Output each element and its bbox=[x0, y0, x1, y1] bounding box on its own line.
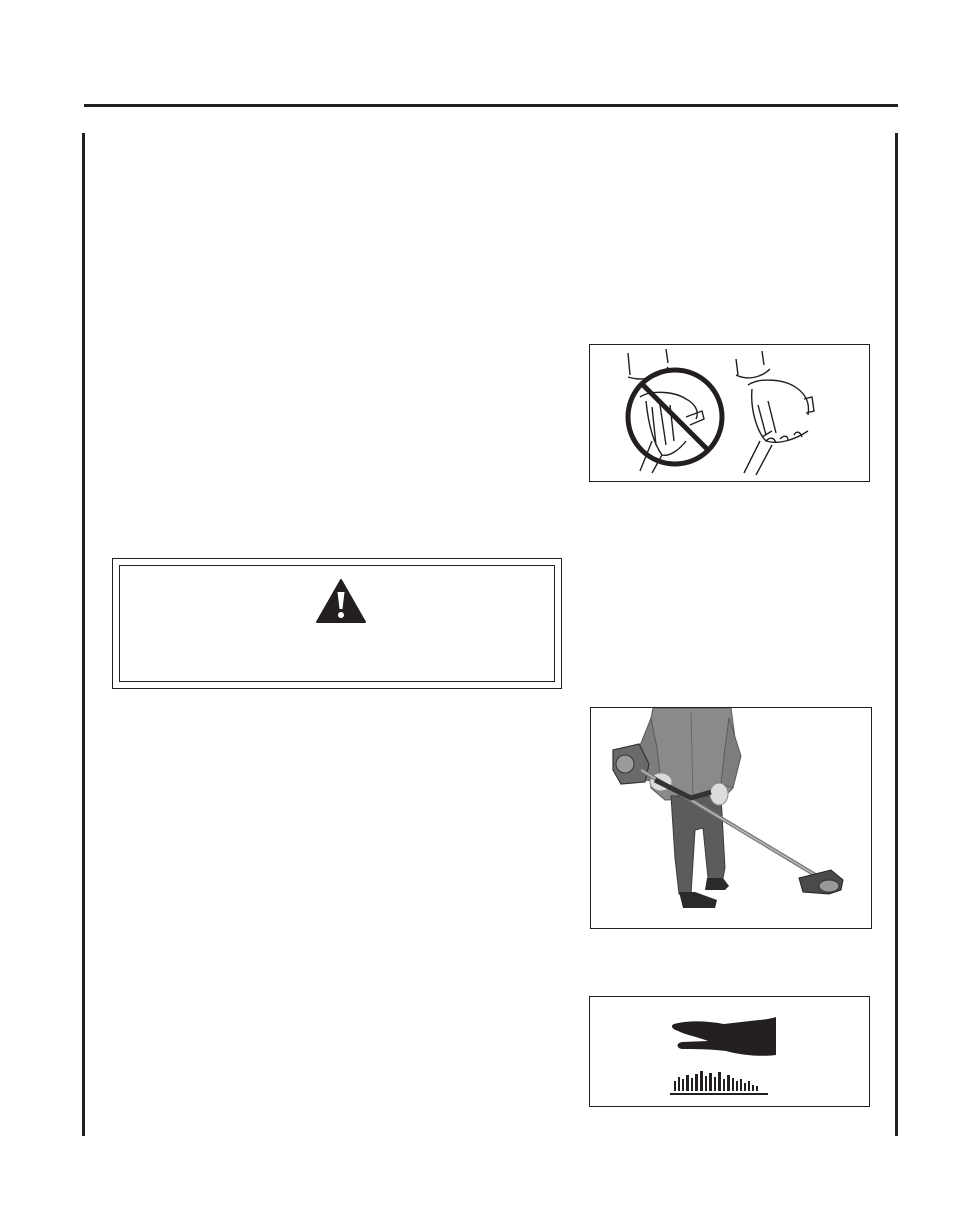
hot-surface-figure bbox=[589, 996, 870, 1107]
glove-grip-figure bbox=[589, 344, 870, 482]
left-margin-rule bbox=[82, 133, 85, 1136]
trimmer-operator-photo bbox=[591, 708, 871, 928]
header-rule bbox=[84, 104, 898, 107]
warning-box-inner bbox=[119, 565, 555, 682]
operator-figure bbox=[590, 707, 872, 929]
hot-surface-hand-icon bbox=[590, 997, 869, 1106]
warning-triangle-icon bbox=[315, 578, 367, 624]
warning-box bbox=[112, 558, 562, 689]
glove-grip-prohibited-icon bbox=[590, 345, 869, 481]
right-margin-rule bbox=[895, 133, 898, 1136]
